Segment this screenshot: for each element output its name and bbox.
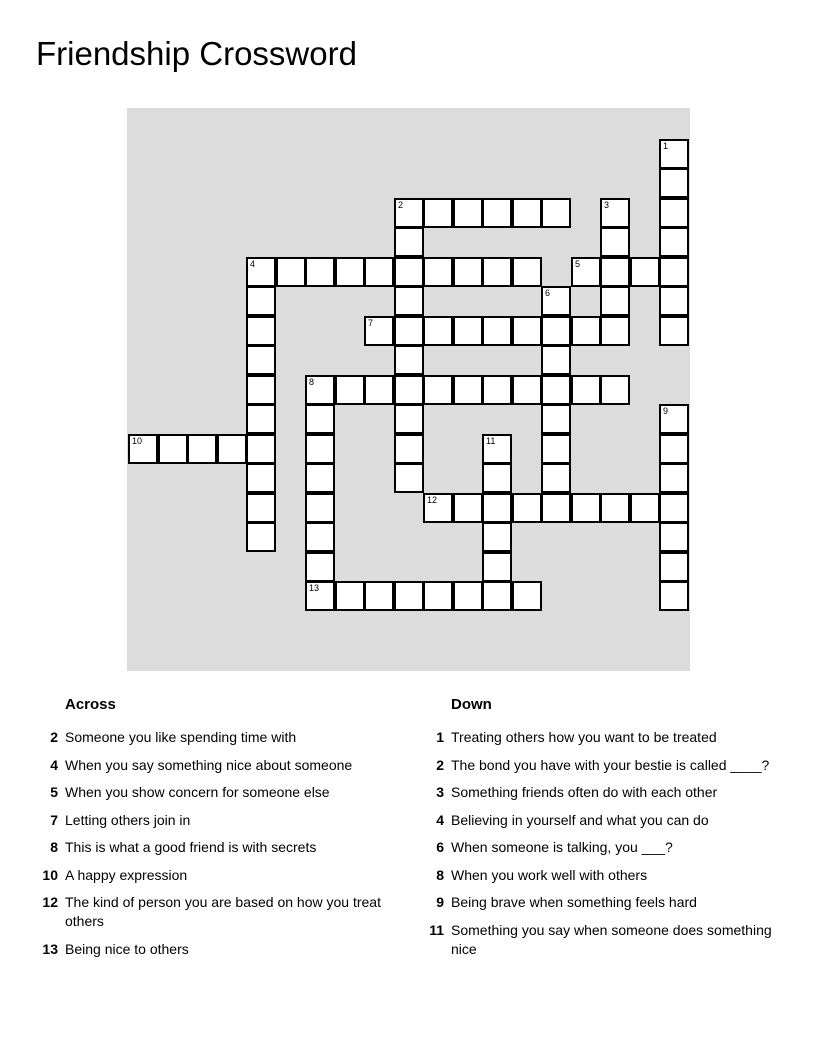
grid-cell <box>394 257 424 287</box>
grid-cell <box>512 581 542 611</box>
clue-item <box>36 940 406 959</box>
grid-cell <box>482 316 512 346</box>
across-heading: Across <box>65 696 116 713</box>
grid-cell <box>423 316 453 346</box>
clue-number: 11 <box>486 436 496 446</box>
clue-number: 9 <box>663 406 669 416</box>
clue-item-number: 11 <box>429 921 444 938</box>
down-heading: Down <box>451 696 492 713</box>
clue-number: 8 <box>309 377 315 387</box>
clue-item <box>422 728 792 747</box>
grid-cell <box>512 316 542 346</box>
clue-number: 6 <box>545 288 551 298</box>
clue-item-number: 8 <box>436 866 444 883</box>
clue-item-text: Something you say when someone does something nice <box>451 921 772 957</box>
grid-cell <box>541 463 571 493</box>
grid-cell <box>453 493 483 523</box>
grid-cell <box>659 404 689 434</box>
grid-cell <box>482 198 512 228</box>
grid-cell <box>335 375 365 405</box>
grid-cell <box>600 375 630 405</box>
clue-item-text: Something friends often do with each other <box>451 784 718 800</box>
grid-cell <box>541 316 571 346</box>
clue-item-number: 10 <box>42 866 58 883</box>
grid-cell <box>482 581 512 611</box>
grid-cell <box>453 581 483 611</box>
grid-cell <box>482 375 512 405</box>
clue-number: 10 <box>132 436 143 446</box>
grid-cell <box>659 316 689 346</box>
grid-cell <box>453 198 483 228</box>
clue-number: 13 <box>309 583 320 593</box>
clue-item <box>422 921 792 959</box>
clue-number: 2 <box>398 200 404 210</box>
grid-cell <box>541 198 571 228</box>
grid-cell <box>187 434 217 464</box>
grid-cell <box>512 198 542 228</box>
grid-cell <box>217 434 247 464</box>
grid-cell <box>394 198 424 228</box>
clue-item <box>422 893 792 912</box>
clue-item-text: When you say something nice about someone <box>65 756 353 773</box>
grid-cell <box>453 257 483 287</box>
grid-cell <box>659 552 689 582</box>
grid-cell <box>512 257 542 287</box>
grid-cell <box>630 257 660 287</box>
grid-cell <box>364 257 394 287</box>
grid-cell <box>305 404 335 434</box>
grid-cell <box>512 375 542 405</box>
grid-cell <box>482 552 512 582</box>
clue-number: 12 <box>427 495 438 505</box>
grid-cell <box>128 434 158 464</box>
clue-item <box>36 756 406 775</box>
grid-cell <box>453 375 483 405</box>
clue-item-text: When someone is talking, you ___? <box>451 839 673 855</box>
grid-cell <box>659 139 689 169</box>
grid-cell <box>423 257 453 287</box>
grid-cell <box>600 227 630 257</box>
grid-cell <box>482 257 512 287</box>
grid-cell <box>571 375 601 405</box>
grid-cell <box>600 257 630 287</box>
clue-item <box>422 756 792 775</box>
grid-cell <box>659 463 689 493</box>
grid-cell <box>364 581 394 611</box>
clue-item-number: 2 <box>50 729 58 745</box>
grid-cell <box>423 493 453 523</box>
grid-cell <box>158 434 188 464</box>
clue-item-number: 8 <box>50 839 58 855</box>
page-title: Friendship Crossword <box>36 35 357 72</box>
grid-cell <box>482 463 512 493</box>
grid-cell <box>305 375 335 405</box>
grid-cell <box>305 434 335 464</box>
grid-cell <box>394 286 424 316</box>
clue-item-text: Letting others join in <box>65 811 191 828</box>
grid-cell <box>659 286 689 316</box>
grid-cell <box>305 552 335 582</box>
clue-item-text: The kind of person you are based on how you treat others <box>65 894 381 929</box>
grid-cell <box>394 404 424 434</box>
grid-cell <box>541 375 571 405</box>
clue-item-text: A happy expression <box>65 866 188 883</box>
clue-item-number: 5 <box>50 784 58 800</box>
clue-item-text: This is what a good friend is with secrets <box>65 839 317 855</box>
grid-cell <box>305 581 335 611</box>
clue-item-text: When you work well with others <box>451 866 648 883</box>
grid-cell <box>423 375 453 405</box>
clue-item-number: 3 <box>436 784 444 800</box>
grid-cell <box>482 493 512 523</box>
grid-cell <box>305 522 335 552</box>
grid-cell <box>246 257 276 287</box>
clue-item-text: Believing in yourself and what you can do <box>451 811 709 828</box>
grid-cell <box>305 257 335 287</box>
grid-cell <box>659 581 689 611</box>
clue-item <box>36 893 406 931</box>
grid-cell <box>659 493 689 523</box>
clue-item-text: Being brave when something feels hard <box>451 894 697 910</box>
crossword-grid <box>127 108 690 671</box>
grid-cell <box>600 493 630 523</box>
grid-cell <box>246 493 276 523</box>
grid-cell <box>305 463 335 493</box>
grid-cell <box>659 522 689 552</box>
grid-cell <box>453 316 483 346</box>
clue-item <box>36 728 406 747</box>
grid-cell <box>600 286 630 316</box>
grid-cell <box>423 198 453 228</box>
grid-cell <box>394 316 424 346</box>
grid-cell <box>246 286 276 316</box>
clue-item-text: Treating others how you want to be treated <box>451 729 717 745</box>
grid-cell <box>364 316 394 346</box>
across-clues-section <box>36 694 406 967</box>
grid-cell <box>246 522 276 552</box>
grid-cell <box>394 227 424 257</box>
grid-cell <box>423 581 453 611</box>
grid-cell <box>659 198 689 228</box>
down-clue-list <box>422 728 792 959</box>
clue-item-number: 2 <box>436 756 444 773</box>
grid-cell <box>246 375 276 405</box>
clue-item <box>422 838 792 857</box>
clue-item-number: 6 <box>436 839 444 855</box>
clue-item-number: 4 <box>50 756 58 773</box>
clue-item-text: The bond you have with your bestie is called ____? <box>451 756 770 773</box>
grid-cell <box>541 493 571 523</box>
clue-item <box>422 866 792 885</box>
grid-cell <box>571 316 601 346</box>
grid-cell <box>600 198 630 228</box>
grid-cell <box>541 404 571 434</box>
grid-cell <box>246 345 276 375</box>
clue-item-text: When you show concern for someone else <box>65 784 330 800</box>
clue-number: 3 <box>604 200 610 210</box>
grid-cell <box>246 434 276 464</box>
grid-cell <box>541 286 571 316</box>
grid-cell <box>394 463 424 493</box>
grid-cell <box>364 375 394 405</box>
grid-cell <box>394 345 424 375</box>
clue-item-number: 9 <box>436 894 444 910</box>
clue-item <box>36 866 406 885</box>
clue-number: 4 <box>250 259 256 269</box>
clue-item <box>422 811 792 830</box>
grid-cell <box>335 581 365 611</box>
grid-cell <box>335 257 365 287</box>
grid-cell <box>659 227 689 257</box>
grid-cell <box>630 493 660 523</box>
grid-cell <box>659 257 689 287</box>
grid-cell <box>305 493 335 523</box>
grid-cell <box>482 434 512 464</box>
grid-cell <box>246 404 276 434</box>
clue-item <box>422 783 792 802</box>
clue-item <box>36 838 406 857</box>
grid-cell <box>394 375 424 405</box>
clue-item-number: 12 <box>42 894 58 910</box>
clue-number: 7 <box>368 318 374 328</box>
clue-item <box>36 783 406 802</box>
clue-item-number: 7 <box>50 811 58 828</box>
clue-item-number: 4 <box>436 811 444 828</box>
grid-cell <box>246 316 276 346</box>
grid-cell <box>659 168 689 198</box>
grid-cell <box>512 493 542 523</box>
across-clue-list <box>36 728 406 959</box>
grid-cell <box>394 434 424 464</box>
clue-number: 1 <box>663 141 669 151</box>
grid-cell <box>541 434 571 464</box>
clue-item <box>36 811 406 830</box>
grid-cell <box>571 257 601 287</box>
grid-cell <box>600 316 630 346</box>
down-clues-section <box>422 694 792 967</box>
grid-cell <box>571 493 601 523</box>
clue-item-number: 1 <box>436 729 444 745</box>
clue-item-text: Being nice to others <box>65 940 189 957</box>
grid-cell <box>276 257 306 287</box>
grid-cell <box>246 463 276 493</box>
grid-cell <box>482 522 512 552</box>
grid-cell <box>541 345 571 375</box>
clue-item-text: Someone you like spending time with <box>65 729 297 745</box>
clue-item-number: 13 <box>42 940 58 957</box>
clue-number: 5 <box>575 259 581 269</box>
grid-cell <box>659 434 689 464</box>
grid-cell <box>394 581 424 611</box>
